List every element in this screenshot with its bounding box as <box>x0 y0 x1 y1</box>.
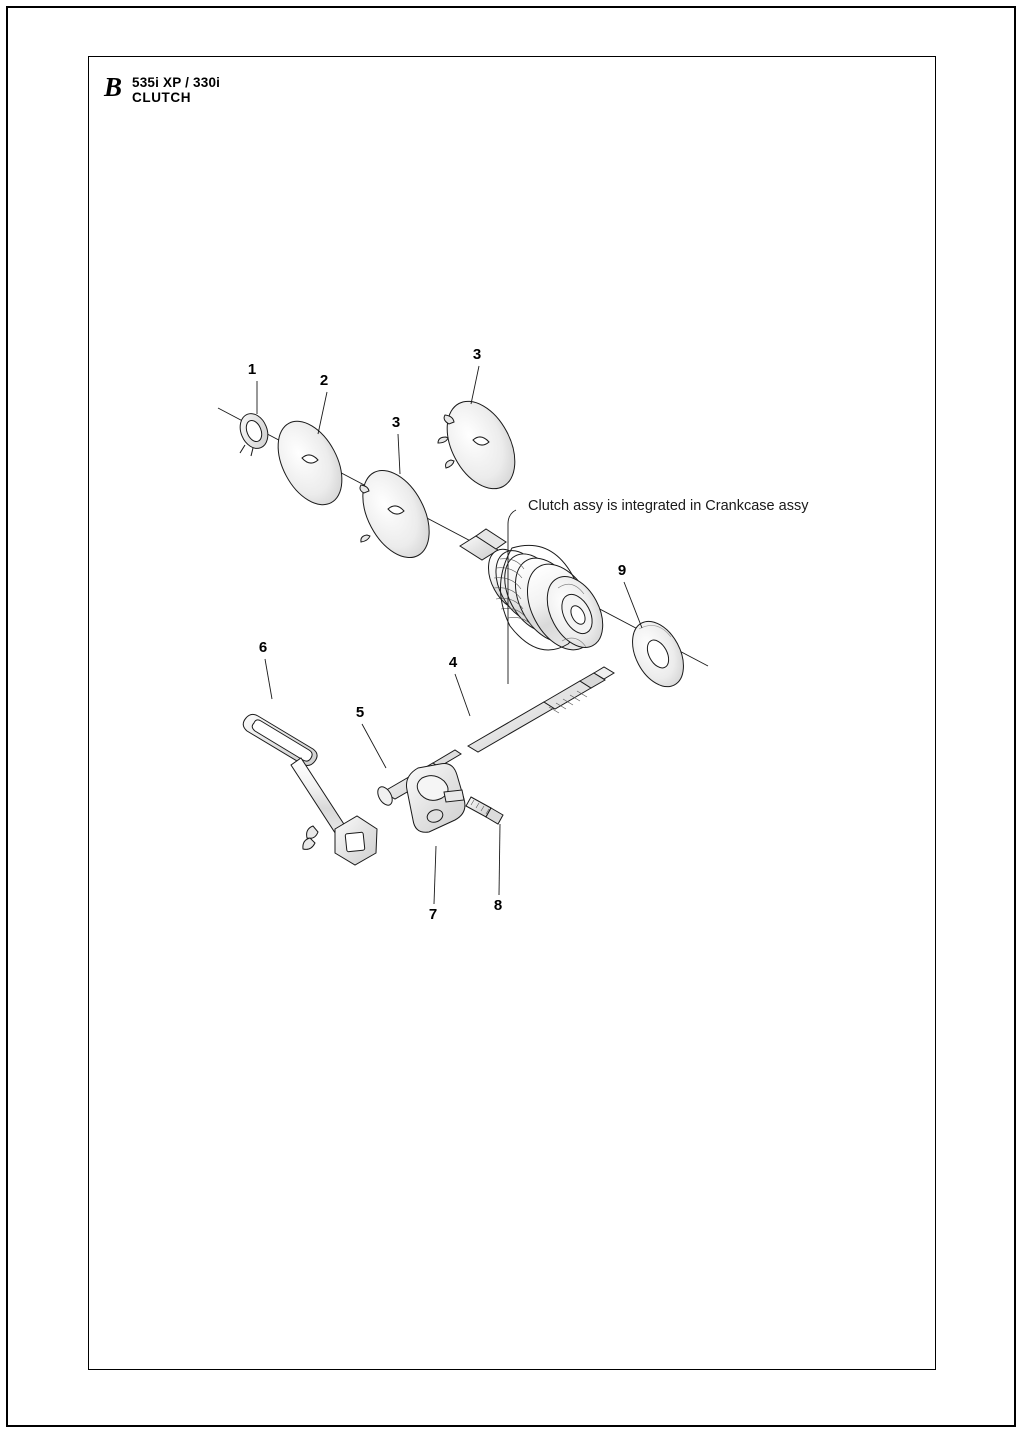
part-9-bearing-washer <box>622 613 694 695</box>
callout-7: 7 <box>428 906 438 923</box>
callout-9: 9 <box>617 562 627 579</box>
callout-5: 5 <box>355 704 365 721</box>
part-1-circlip <box>235 409 273 456</box>
part-3-clutch-disc-upper <box>433 390 528 500</box>
exploded-parts-diagram <box>88 56 936 1370</box>
section-letter: B <box>104 72 123 102</box>
callout-3-lower: 3 <box>391 414 401 431</box>
callout-2: 2 <box>319 372 329 389</box>
part-2-washer <box>265 411 355 516</box>
diagram-note: Clutch assy is integrated in Crankcase assy <box>528 498 809 514</box>
callout-3-upper: 3 <box>472 346 482 363</box>
model-line: 535i XP / 330i <box>132 75 221 90</box>
callout-1: 1 <box>247 361 257 378</box>
part-7-clamp-bracket <box>406 763 464 832</box>
callout-4: 4 <box>448 654 458 671</box>
page-title: CLUTCH <box>132 90 192 105</box>
part-6-lever-arm <box>243 714 377 865</box>
part-4-splined-shaft <box>468 667 614 752</box>
part-3-clutch-disc-lower <box>349 459 443 568</box>
diagram-svg <box>88 56 936 1370</box>
clutch-assembly-body <box>460 529 614 661</box>
part-8-screw <box>466 797 503 824</box>
callout-6: 6 <box>258 639 268 656</box>
callout-8: 8 <box>493 897 503 914</box>
